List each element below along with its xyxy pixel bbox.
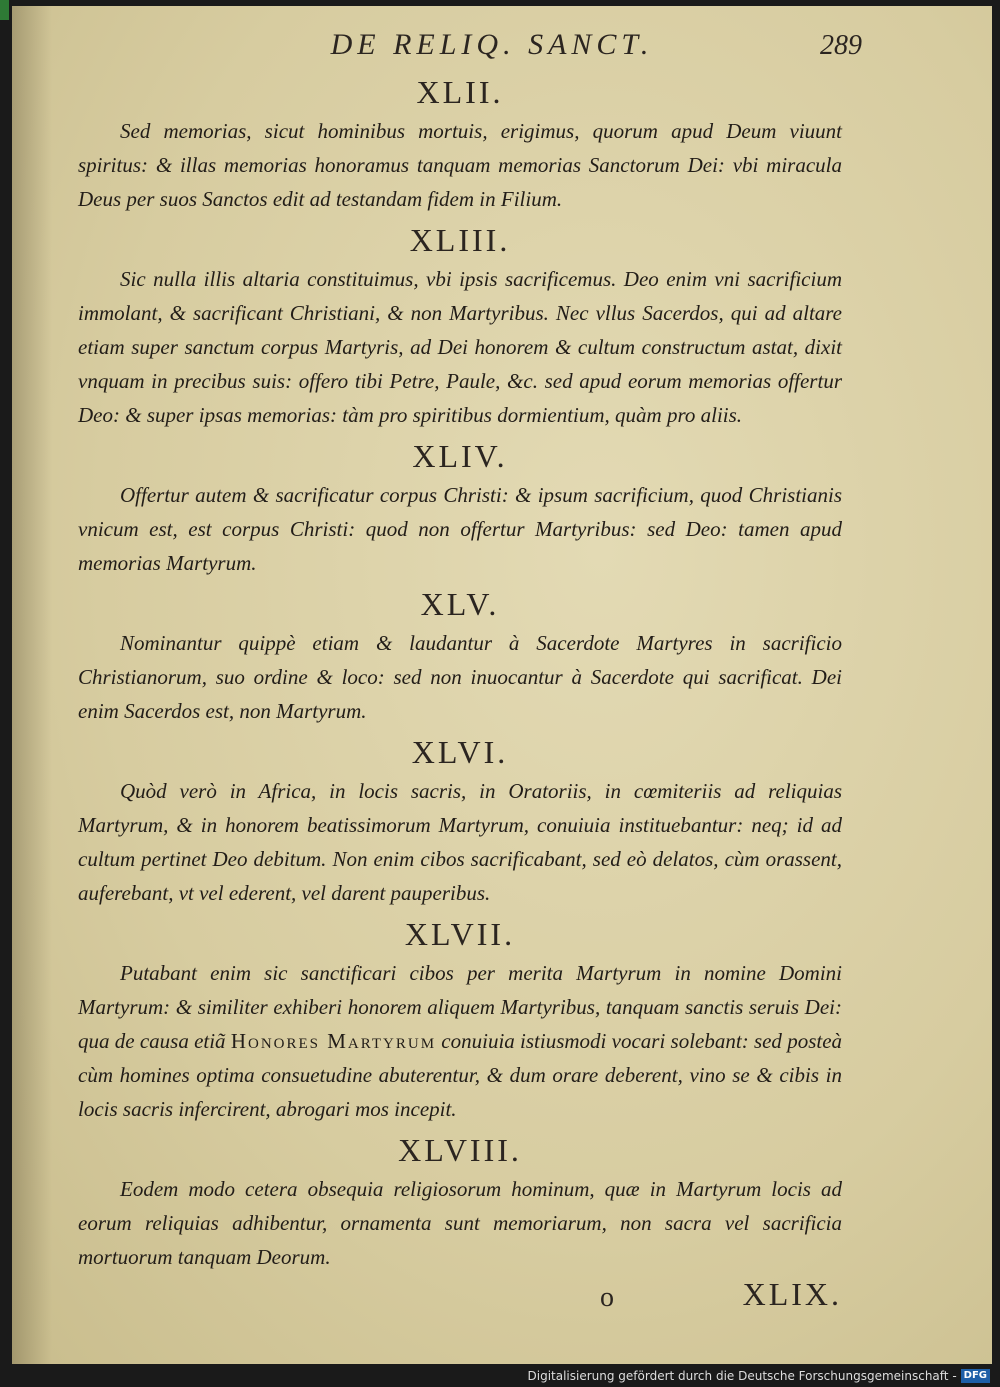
section-text-xlv: Nominantur quippè etiam & laudantur à Sacerdote Martyres in sacrificio Christianorum, suo ordine & loco: sed non inuocantur à Sacerdote qui sacrificat. Dei enim Sacerdos est, non Martyrum. [78, 631, 842, 723]
book-page [12, 6, 992, 1364]
section-text-xlii: Sed memorias, sicut hominibus mortuis, erigimus, quorum apud Deum viuunt spiritus: & illas memorias honoramus tanquam memorias Sanctorum Dei: vbi miracula Deus per suos Sanctos edit ad testandam fidem in Filium. [78, 119, 842, 211]
section-heading-xlii: XLII. [416, 74, 504, 110]
section-heading-xlvi: XLVI. [411, 734, 509, 770]
section-text-xlvi: Quòd verò in Africa, in locis sacris, in Oratoriis, in cœmiteriis ad reliquias Martyrum, & in honorem beatissimorum Martyrum, conuiuia instituebantur: neq; id ad cultum pertinet Deo debitum. Non enim cibos sacrificabant, sed eò delatos, cùm orassent, auferebant, vt vel ederent, vel darent pauperibus. [78, 779, 842, 905]
honores-martyrum-smallcaps: Honores Martyrum [230, 1029, 437, 1053]
section-heading-xliv: XLIV. [412, 438, 508, 474]
digitization-credit [528, 1367, 991, 1385]
page-footer [78, 1276, 842, 1320]
section-heading-xlv: XLV. [420, 586, 500, 622]
section-text-xlvii-part1: Putabant enim sic sanctificari cibos per merita Martyrum in nomine Domini Martyrum: & similiter exhiberi honorem aliquem Martyribus, tanquam sanctis seruis Dei: qua de causa etiã [78, 961, 842, 1053]
green-edge-marker [0, 0, 9, 20]
section-text-xliii: Sic nulla illis altaria constituimus, vbi ipsis sacrificemus. Deo enim vni sacrificium immolant, & sacrificant Christiani, & non Martyribus. Nec vllus Sacerdos, qui ad altare etiam super sanctum corpus Martyris, ad Dei honorem & cultum constructum astat, dixit vnquam in precibus suis: offero tibi Petre, Paule, &c. sed apud eorum memorias offertur Deo: & super ipsas memorias: tàm pro spiritibus dormientium, quàm pro aliis. [78, 267, 842, 427]
page-content [78, 68, 842, 1274]
section-heading-xlviii: XLVIII. [398, 1132, 522, 1168]
section-text-xlvii-part2: conuiuia istiusmodi vocari solebant: sed posteà cùm homines optima consuetudine abuterentur, & dum orare deberent, vino se & cibis in locis sacris infercirent, abrogari mos incepit. [78, 1029, 843, 1121]
dfg-logo-icon: DFG [961, 1369, 990, 1383]
page-number: 289 [820, 30, 862, 61]
section-text-xliv: Offertur autem & sacrificatur corpus Christi: & ipsum sacrificium, quod Christianis vnicum est, est corpus Christi: quod non offertur Martyribus: sed Deo: tamen apud memorias Martyrum. [78, 483, 842, 575]
signature-mark: o [600, 1282, 614, 1313]
catchword: XLIX. [742, 1276, 842, 1312]
credit-text: Digitalisierung gefördert durch die Deutsche Forschungsgemeinschaft - [527, 1369, 957, 1383]
running-head: DE RELIQ. SANCT. [330, 28, 654, 61]
section-text-xlvii [78, 956, 842, 1126]
section-heading-xliii: XLIII. [409, 222, 511, 258]
section-text-xlviii: Eodem modo cetera obsequia religiosorum hominum, quæ in Martyrum locis ad eorum reliquias adhibentur, ornamenta sunt memoriarum, non sacra vel sacrificia mortuorum tanquam Deorum. [78, 1177, 842, 1269]
section-heading-xlvii: XLVII. [404, 916, 516, 952]
